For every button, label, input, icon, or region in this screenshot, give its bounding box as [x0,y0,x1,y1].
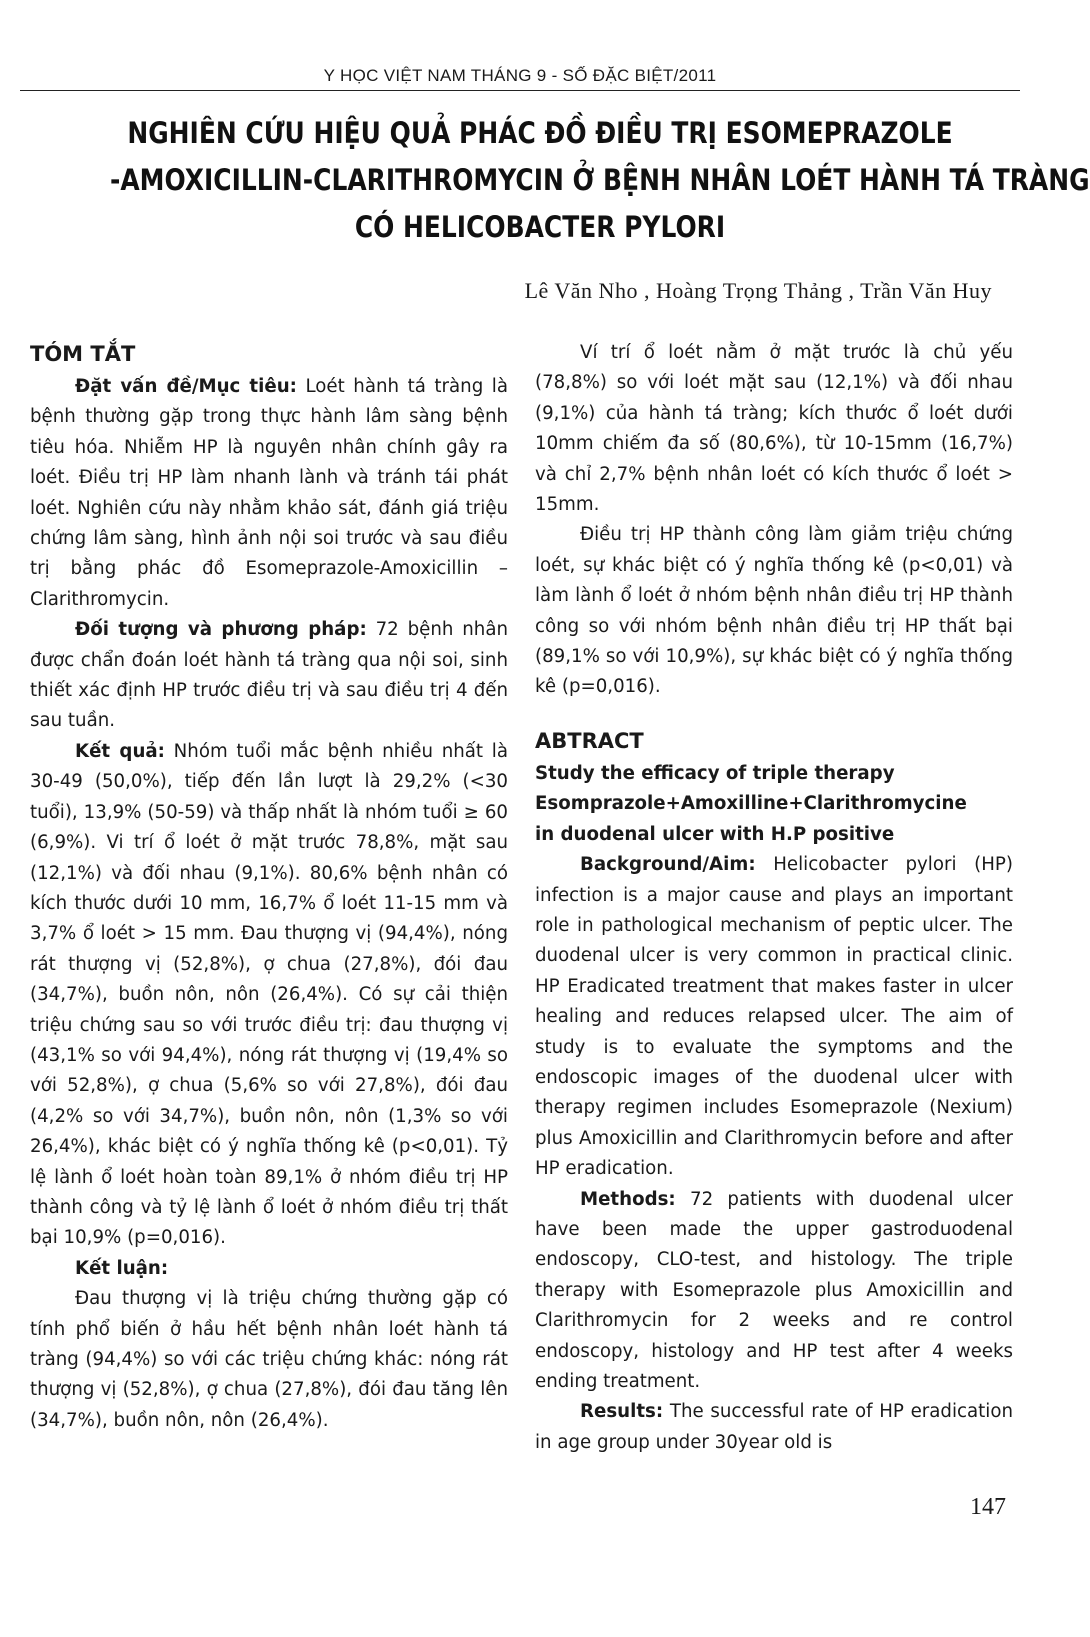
paragraph-label: Background/Aim: [580,854,756,876]
right-column [535,338,1013,1458]
abstract-paragraph-methods-en [535,1185,1013,1398]
running-header: Y HỌC VIỆT NAM THÁNG 9 - SỐ ĐẶC BIỆT/2011 [323,66,717,85]
paragraph-text: Loét hành tá tràng là bệnh thường gặp trong thực hành lâm sàng bệnh tiêu hóa. Nhiễm HP là nguyên nhân chính gây ra loét. Điều trị HP làm nhanh lành và tránh tái phát loét. Nghiên cứu này nhằm khảo sát, đánh giá triệu chứng lâm sàng, hình ảnh nội soi trước và sau điều trị bằng phác đồ Esomeprazole-Amoxicillin –Clarithromycin. [30,376,508,610]
english-title [535,759,1013,850]
abstract-paragraph-methods [30,615,508,737]
paragraph-label: Đối tượng và phương pháp: [75,619,367,641]
header-divider [20,90,1020,91]
paragraph-label: Methods: [580,1188,676,1210]
paragraph-text: Helicobacter pylori (HP) infection is a major cause and plays an important role in pathological mechanism of peptic ulcer. The duodenal ulcer is very common in practical clinic. HP Eradicated treatment that makes faster in ulcer healing and reduces relapsed ulcer. The aim of study is to evaluate the symptoms and the endoscopic images of the duodenal ulcer with therapy regimen includes Esomeprazole (Nexium) plus Amoxicillin and Clarithromycin before and after HP eradication. [535,854,1013,1180]
conclusion-paragraph-location: Ví trí ổ loét nằm ở mặt trước là chủ yếu (78,8%) so với loét mặt sau (12,1%) và đối nhau (9,1%) của hành tá tràng; kích thước ổ loét dưới 10mm chiếm đa số (80,6%), từ 10-15mm (16,7%) và chỉ 2,7% bệnh nhân loét có kích thước ổ loét > 15mm. [535,342,1013,516]
english-title-line: in duodenal ulcer with H.P positive [535,823,895,845]
page-number: 147 [970,1494,1006,1520]
author-list: Lê Văn Nho , Hoàng Trọng Thảng , Trần Văn Huy [524,278,992,303]
title-line: -AMOXICILLIN-CLARITHROMYCIN Ở BỆNH NHÂN LOÉT HÀNH TÁ TRÀNG [110,163,1090,197]
paragraph-label: Đặt vấn đề/Mục tiêu: [75,376,297,397]
paragraph-label: Kết quả: [75,740,165,762]
abstract-paragraph-background [30,372,508,615]
abstract-paragraph-conclusion-label [30,1254,508,1284]
english-title-line: Study the efficacy of triple therapy [535,762,895,784]
abstract-paragraph-results [30,737,508,1254]
section-heading-tom-tat: TÓM TẮT [30,342,136,366]
english-title-line: Esomprazole+Amoxilline+Clarithromycine [535,793,967,815]
left-column [30,338,508,1436]
title-line: CÓ HELICOBACTER PYLORI [354,210,726,244]
paragraph-text: Nhóm tuổi mắc bệnh nhiều nhất là 30-49 (50,0%), tiếp đến lần lượt là 29,2% (<30 tuổi), 13,9% (50-59) và thấp nhất là nhóm tuổi ≥ 60 (6,9%). Vi trí ổ loét ở mặt trước 78,8%, mặt sau (12,1%) và đối nhau (9,1%). 80,6% bệnh nhân có kích thước dưới 10 mm, 16,7% ổ loét 11-15 mm và 3,7% ổ loét > 15 mm. Đau thượng vị (94,4%), nóng rát thượng vị (52,8%), ợ chua (27,8%), đói đau (34,7%), buồn nôn, nôn (26,4%). Có sự cải thiện triệu chứng sau so với trước điều trị: đau thượng vị (43,1% so với 94,4%), nóng rát thượng vị (19,4% so với 52,8%), ợ chua (5,6% so với 27,8%), đói đau (4,2% so với 34,7%), buồn nôn, nôn (1,3% so với 26,4%), khác biệt có ý nghĩa thống kê (p<0,01). Tỷ lệ lành ổ loét hoàn toàn 89,1% ở nhóm điều trị HP thành công và tỷ lệ lành ổ loét ở nhóm điều trị thất bại 10,9% (p=0,016). [30,740,508,1249]
article-title [110,110,1090,251]
paragraph-label: Results: [580,1401,664,1423]
paragraph-label: Kết luận: [75,1257,169,1279]
abstract-paragraph-conclusion: Đau thượng vị là triệu chứng thường gặp có tính phổ biến ở hầu hết bệnh nhân loét hành tá tràng (94,4%) so với các triệu chứng khác: nóng rát thượng vị (52,8%), ợ chua (27,8%), đói đau tăng lên (34,7%), buồn nôn, nôn (26,4%). [30,1288,508,1431]
section-heading-abstract: ABTRACT [535,728,644,753]
paragraph-text: 72 patients with duodenal ulcer have been made the upper gastroduodenal endoscopy, CLO-test, and histology. The triple therapy with Esomeprazole plus Amoxicillin and Clarithromycin for 2 weeks and re control endoscopy, histology and HP test after 4 weeks ending treatment. [535,1188,1013,1392]
spacer [535,703,1013,725]
title-line: NGHIÊN CỨU HIỆU QUẢ PHÁC ĐỒ ĐIỀU TRỊ ESOMEPRAZOLE [127,116,953,150]
paragraph-text: The successful rate of HP eradication in age group under 30year old is [535,1401,1013,1453]
paragraph-text: 72 bệnh nhân được chẩn đoán loét hành tá tràng qua nội soi, sinh thiết xác định HP trước điều trị và sau điều trị 4 đến sau tuần. [30,619,508,732]
abstract-paragraph-background-en [535,850,1013,1184]
abstract-paragraph-results-en [535,1397,1013,1458]
conclusion-paragraph-treatment: Điều trị HP thành công làm giảm triệu chứng loét, sự khác biệt có ý nghĩa thống kê (p<0,01) và làm lành ổ loét ở nhóm bệnh nhân điều trị HP thành công so với nhóm bệnh nhân điều trị HP thất bại (89,1% so với 10,9%), sự khác biệt có ý nghĩa thống kê (p=0,016). [535,524,1013,698]
